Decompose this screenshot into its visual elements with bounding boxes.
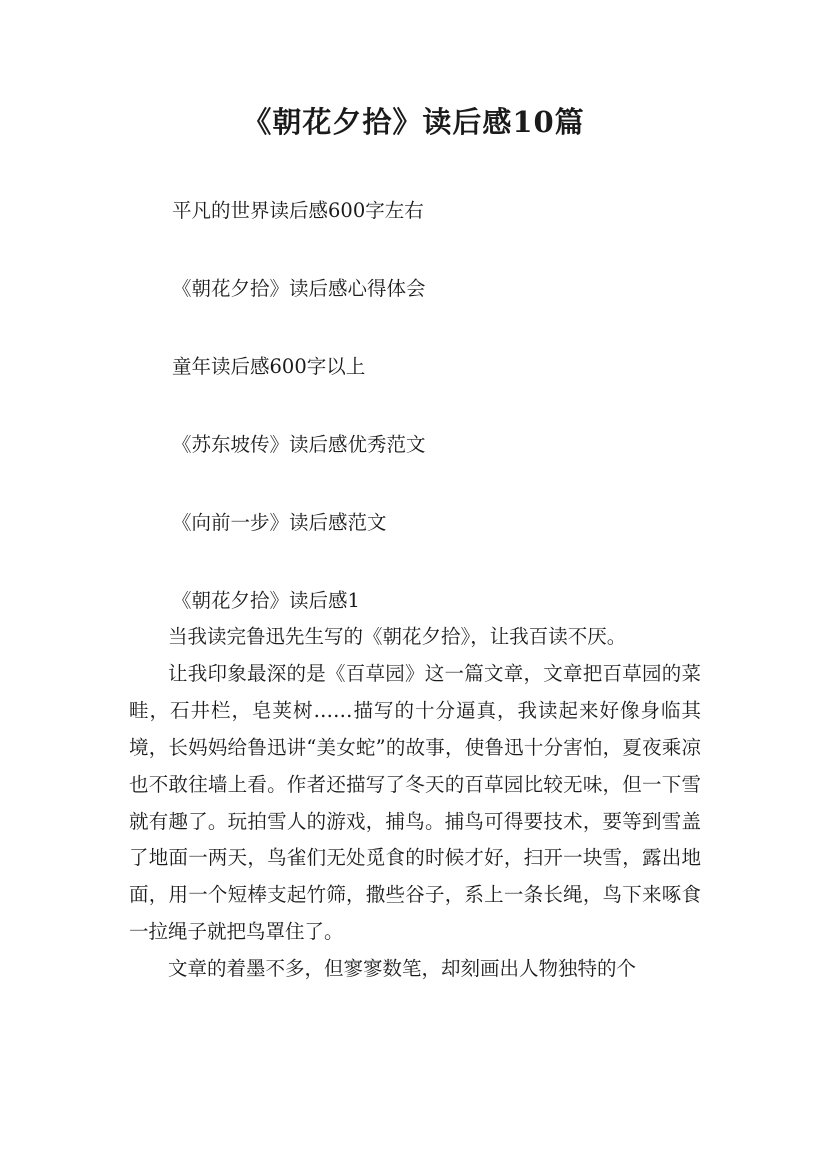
related-links-list xyxy=(172,193,732,583)
related-link[interactable]: 《向前一步》读后感范文 xyxy=(172,511,387,534)
related-link[interactable]: 《朝花夕拾》读后感心得体会 xyxy=(172,277,426,300)
section-heading: 《朝花夕拾》读后感1 xyxy=(172,589,360,612)
paragraph: 文章的着墨不多，但寥寥数笔，却刻画出人物独特的个 xyxy=(168,957,637,981)
paragraph: 当我读完鲁迅先生写的《朝花夕拾》，让我百读不厌。 xyxy=(168,625,627,648)
article-body xyxy=(129,619,701,988)
related-link[interactable]: 平凡的世界读后感600字左右 xyxy=(172,199,424,222)
document-title: 《朝花夕拾》读后感10篇 xyxy=(242,105,585,139)
related-link[interactable]: 童年读后感600字以上 xyxy=(172,355,366,378)
related-link[interactable]: 《苏东坡传》读后感优秀范文 xyxy=(172,433,426,456)
paragraph: 让我印象最深的是《百草园》这一篇文章，文章把百草园的菜畦，石井栏，皂荚树……描写的十分逼真，我读起来好像身临其境，长妈妈给鲁迅讲“美女蛇”的故事，使鲁迅十分害怕，夏夜乘凉也不敢往墙上看。作者还描写了冬天的百草园比较无味，但一下雪就有趣了。玩拍雪人的游戏，捕鸟。捕鸟可得要技术，要等到雪盖了地面一两天，鸟雀们无处觅食的时候才好，扫开一块雪，露出地面，用一个短棒支起竹筛，撒些谷子，系上一条长绳，鸟下来啄食一拉绳子就把鸟罩住了。 xyxy=(129,661,701,944)
